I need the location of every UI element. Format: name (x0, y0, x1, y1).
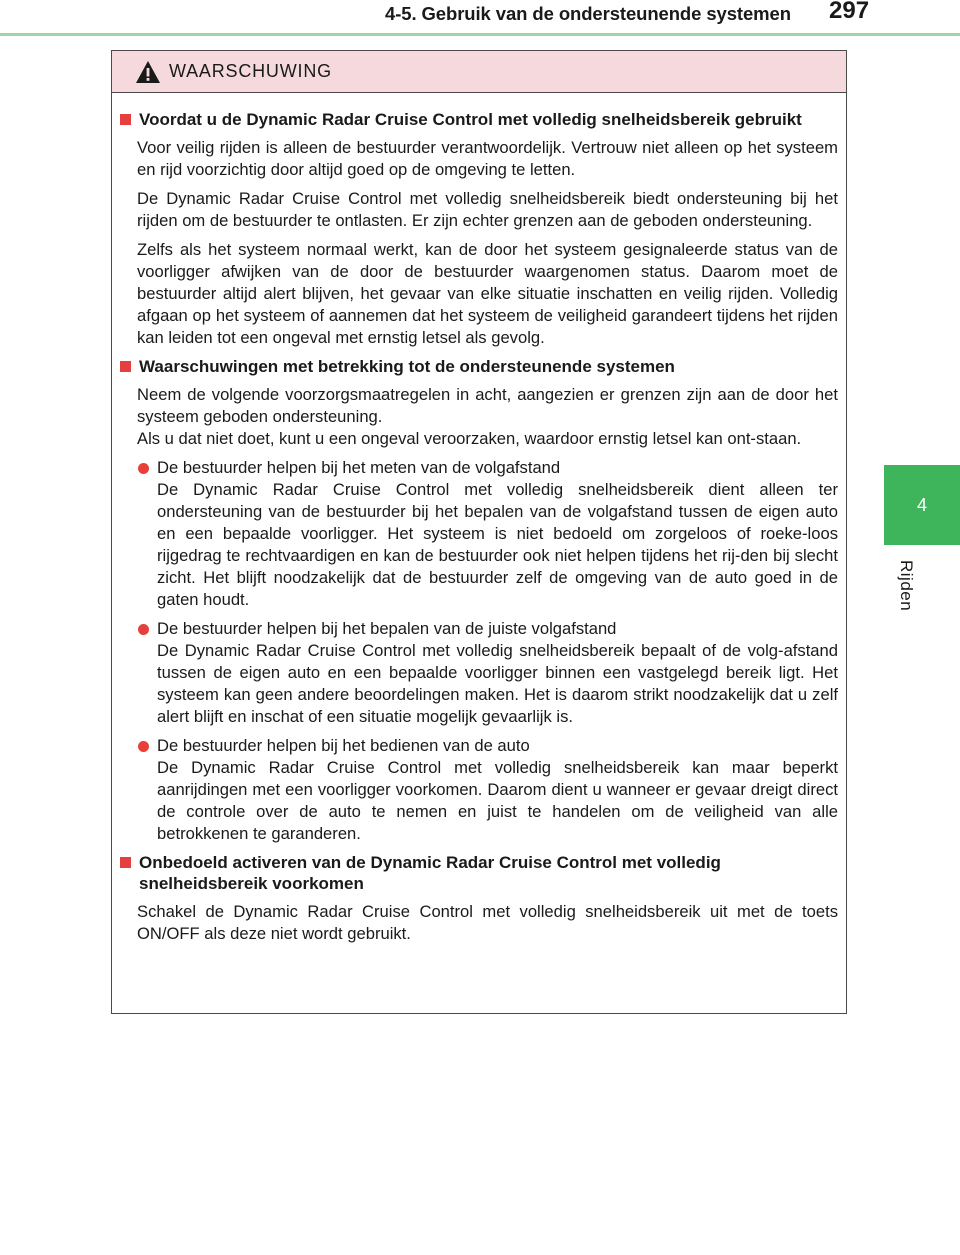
paragraph: De Dynamic Radar Cruise Control met volledig snelheidsbereik biedt ondersteuning bij het rijden om de bestuurder te ontlasten. Er zijn echter grenzen aan de geboden ondersteuning. (137, 189, 838, 230)
chapter-tab-label: Rijden (897, 560, 916, 612)
paragraph: Als u dat niet doet, kunt u een ongeval veroorzaken, waardoor ernstig letsel kan ont-staan. (137, 429, 802, 448)
section-heading (118, 356, 838, 377)
list-item-text: De Dynamic Radar Cruise Control met volledig snelheidsbereik dient alleen ter ondersteuning van de bestuurder bij het bepalen van de volgafstand tussen de eigen auto en een bepaalde voorligger. Het systeem is niet bedoeld om zorgeloos of roeke-loos rijgedrag te rechtvaardigen en kan de bestuurder ook niet helpen tijdens het rij-den bij slecht zicht. Het blijft noodzakelijk dat de bestuurder zelf de omgeving van de auto goed in de gaten houdt. (157, 480, 838, 609)
square-bullet-icon (120, 361, 131, 372)
header-divider (0, 33, 960, 36)
list-item (137, 618, 838, 728)
square-bullet-icon (120, 857, 131, 868)
list-item-title: De bestuurder helpen bij het bedienen van de auto (157, 736, 530, 755)
list-item-title: De bestuurder helpen bij het meten van de volgafstand (157, 458, 561, 477)
round-bullet-icon (138, 463, 149, 474)
round-bullet-icon (138, 624, 149, 635)
section-title: Voordat u de Dynamic Radar Cruise Control met volledig snelheidsbereik gebruikt (139, 110, 802, 129)
list-item-text: De Dynamic Radar Cruise Control met volledig snelheidsbereik kan maar beperkt aanrijdingen met een voorligger voorkomen. Daarom dient u wanneer er gevaar dreigt direct de controle over de auto te nemen en juist te handelen om de veiligheid van alle betrokkenen te garanderen. (157, 758, 838, 843)
list-item (137, 735, 838, 845)
paragraph: Neem de volgende voorzorgsmaatregelen in acht, aangezien er grenzen zijn aan de door het systeem geboden ondersteuning. (137, 385, 838, 426)
paragraph: Voor veilig rijden is alleen de bestuurder verantwoordelijk. Vertrouw niet alleen op het systeem en rijd voorzichtig door altijd goed op de omgeving te letten. (137, 138, 838, 179)
list-item-text: De Dynamic Radar Cruise Control met volledig snelheidsbereik bepaalt of de volg-afstand tussen de eigen auto en een bepaalde voorligger binnen een vastgelegd bereik ligt. Het systeem kan geen andere beoordelingen maken. Het is daarom strikt noodzakelijk dat u zelf alert blijft en inschat of een situatie mogelijk gevaarlijk is. (157, 641, 838, 726)
page-header-title: 4-5. Gebruik van de ondersteunende systemen (385, 3, 791, 24)
page-number: 297 (829, 0, 870, 24)
round-bullet-icon (138, 741, 149, 752)
section-title: Waarschuwingen met betrekking tot de ondersteunende systemen (139, 357, 675, 376)
chapter-tab-number: 4 (884, 465, 960, 545)
warning-box (111, 50, 847, 1014)
warning-header (112, 51, 846, 93)
warning-content (112, 93, 846, 945)
square-bullet-icon (120, 114, 131, 125)
section-heading (118, 852, 838, 894)
paragraph: Zelfs als het systeem normaal werkt, kan de door het systeem gesignaleerde status van de voorligger afwijken van de door de bestuurder waargenomen status. Daarom moet de bestuurder altijd alert blijven, het gevaar van elke situatie inschatten en veilig rijden. Volledig afgaan op het systeem of aannemen dat het systeem de veiligheid garandeert tijdens het rijden kan leiden tot een ongeval met ernstig letsel als gevolg. (137, 240, 838, 347)
warning-label: WAARSCHUWING (169, 61, 332, 81)
section-heading (118, 109, 838, 130)
list-item (137, 457, 838, 611)
list-item-title: De bestuurder helpen bij het bepalen van de juiste volgafstand (157, 619, 617, 638)
section-title: Onbedoeld activeren van de Dynamic Radar Cruise Control met volledig snelheidsbereik voorkomen (139, 853, 721, 893)
warning-triangle-icon (135, 60, 161, 84)
paragraph: Schakel de Dynamic Radar Cruise Control met volledig snelheidsbereik uit met de toets ON/OFF als deze niet wordt gebruikt. (137, 902, 838, 943)
